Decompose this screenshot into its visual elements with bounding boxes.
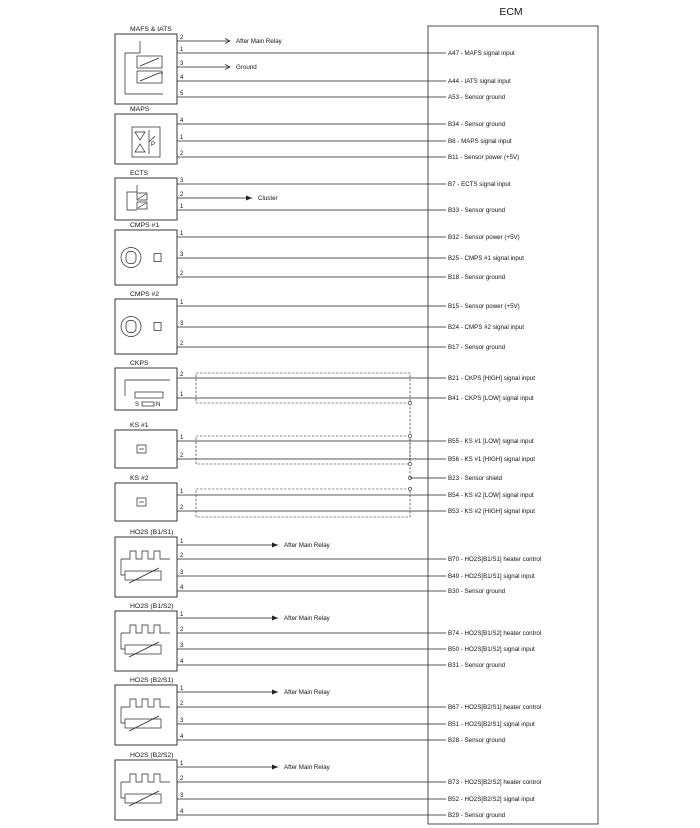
pin-number: 2 [180,151,184,157]
shield-node [408,487,411,490]
pin-number: 2 [180,553,184,559]
ecm-pin-label: B11 - Sensor power (+5V) [448,154,520,161]
pin-number: 1 [180,489,184,495]
ecm-pin-label: B31 - Sensor ground [448,662,506,669]
ecm-pin-label: B32 - Sensor power (+5V) [448,234,520,241]
pin-number: 4 [180,75,184,81]
pin-number: 1 [180,135,184,141]
ecm-pin-label: B41 - CKPS [LOW] signal input [448,395,534,402]
pin-number: 2 [180,35,184,41]
pin-number: 3 [180,570,184,576]
component-ho2s22 [115,752,541,820]
pin-number: 3 [180,793,184,799]
pin-number: 2 [180,453,184,459]
external-label: After Main Relay [284,542,330,549]
pin-number: 1 [180,612,184,618]
ecm-pin-label: B55 - KS #1 [LOW] signal input [448,438,534,445]
component-ho2s21 [115,677,541,745]
ecm-pin-label: B23 - Sensor shield [448,475,502,482]
ecm-pin-label: B54 - KS #2 [LOW] signal input [448,492,534,499]
ecm-pin-label: B25 - CMPS #1 signal input [448,255,525,262]
svg-text:S: S [135,402,140,408]
pin-number: 1 [180,539,184,545]
pin-number: 2 [180,627,184,633]
component-box [115,114,177,164]
ecm-pin-label: B18 - Sensor ground [448,274,506,281]
ecm-pin-label: B24 - CMPS #2 signal input [448,324,525,331]
ecm-pin-label: B21 - CKPS [HIGH] signal input [448,375,536,382]
pin-number: 2 [180,701,184,707]
pin-number: 4 [180,809,184,815]
component-label: MAFS & IATS [130,26,172,33]
pin-number: 3 [180,718,184,724]
ecm-pin-label: B49 - HO2S[B1/S1] signal input [448,573,535,580]
component-box [115,611,177,671]
external-label: After Main Relay [284,615,330,622]
pin-number: 4 [180,585,184,591]
pin-number: 3 [180,321,184,327]
arrow-head [272,543,278,548]
ecm-pin-label: B30 - Sensor ground [448,588,506,595]
component-box [115,299,177,354]
component-label: CMPS #1 [130,222,160,229]
ecm-pin-label: B70 - HO2S[B1/S1] heater control [448,556,542,563]
arrow-head [272,690,278,695]
arrow-head [272,616,278,621]
ecm-pin-label: A44 - IATS signal input [448,78,511,85]
component-ho2s12 [115,603,541,671]
ecm-pin-label: B8 - MAPS signal input [448,138,512,145]
pin-number: 2 [180,192,184,198]
ecm-pin-label: B67 - HO2S[B2/S1] heater control [448,704,542,711]
component-cmps1 [115,222,524,285]
component-label: CMPS #2 [130,291,160,298]
shield-node [408,462,411,465]
ks2-shield [196,489,410,517]
pin-number: 1 [180,761,184,767]
component-box [115,178,177,220]
components [115,26,541,820]
component-cmps2 [115,291,524,354]
pin-number: 2 [180,341,184,347]
external-label: Ground [236,64,257,71]
pin-number: 1 [180,204,184,210]
external-label: After Main Relay [284,764,330,771]
ecm-pin-label: A47 - MAFS signal input [448,50,515,57]
pin-number: 1 [180,231,184,237]
pin-number: 4 [180,734,184,740]
component-label: MAPS [130,106,150,113]
ecm-pin-label: B73 - HO2S[B2/S2] heater control [448,779,542,786]
component-label: ECTS [130,170,149,177]
pin-number: 2 [180,776,184,782]
pin-number: 3 [180,252,184,258]
pin-number: 2 [180,271,184,277]
ecm-pin-label: B53 - KS #2 [HIGH] signal input [448,508,536,515]
pin-number: 1 [180,47,184,53]
component-mafs [115,26,515,104]
component-label: HO2S (B1/S2) [130,603,174,610]
component-box [115,368,177,410]
component-ckps [115,360,535,410]
pin-number: 1 [180,300,184,306]
component-label: KS #2 [130,475,149,482]
pin-number: 1 [180,686,184,692]
svg-text:N: N [156,402,161,408]
component-maps [115,106,519,164]
ckps-shield [196,373,410,403]
component-label: HO2S (B1/S1) [130,529,174,536]
component-label: KS #1 [130,422,149,429]
component-box [115,34,177,104]
component-box [115,685,177,745]
ecm-pin-label: B15 - Sensor power (+5V) [448,303,520,310]
pin-number: 5 [180,91,184,97]
component-box [115,230,177,285]
svg-text:P: P [151,142,156,148]
external-label: After Main Relay [236,38,282,45]
ecm-pin-label: B74 - HO2S[B1/S2] heater control [448,630,542,637]
pin-number: 2 [180,372,184,378]
ecm-pin-label: B34 - Sensor ground [448,121,506,128]
shield-node [408,434,411,437]
ks1-shield [196,436,410,464]
ecm-pin-label: B29 - Sensor ground [448,812,506,819]
external-label: Cluster [258,195,278,202]
ecm-pin-label: B7 - ECTS signal input [448,181,511,188]
component-box [115,760,177,820]
component-ho2s11 [115,529,541,597]
wires [177,39,446,816]
component-box [115,537,177,597]
ecm-pin-label: B17 - Sensor ground [448,344,506,351]
ecm-pin-label: B33 - Sensor ground [448,207,506,214]
shield-node [408,401,411,404]
pin-number: 4 [180,659,184,665]
ecm-pin-label: A53 - Sensor ground [448,94,506,101]
pin-number: 2 [180,505,184,511]
arrow-head [272,765,278,770]
pin-number: 3 [180,178,184,184]
pin-number: 1 [180,392,184,398]
component-label: HO2S (B2/S1) [130,677,174,684]
ecm-pin-label: B28 - Sensor ground [448,737,506,744]
component-label: CKPS [130,360,149,367]
component-ects [115,170,511,220]
ecm-pin-label: B56 - KS #1 [HIGH] signal input [448,456,536,463]
pin-number: 4 [180,118,184,124]
pin-number: 3 [180,643,184,649]
external-label: After Main Relay [284,689,330,696]
arrow-head [246,196,252,201]
ecm-title: ECM [499,6,523,18]
ecm-pin-label: B50 - HO2S[B1/S2] signal input [448,646,535,653]
component-ks1 [115,422,535,468]
pin-number: 1 [180,435,184,441]
component-label: HO2S (B2/S2) [130,752,174,759]
ecm-pin-label: B52 - HO2S[B2/S2] signal input [448,796,535,803]
pin-number: 3 [180,61,184,67]
ecm-pin-label: B51 - HO2S[B2/S1] signal input [448,721,535,728]
